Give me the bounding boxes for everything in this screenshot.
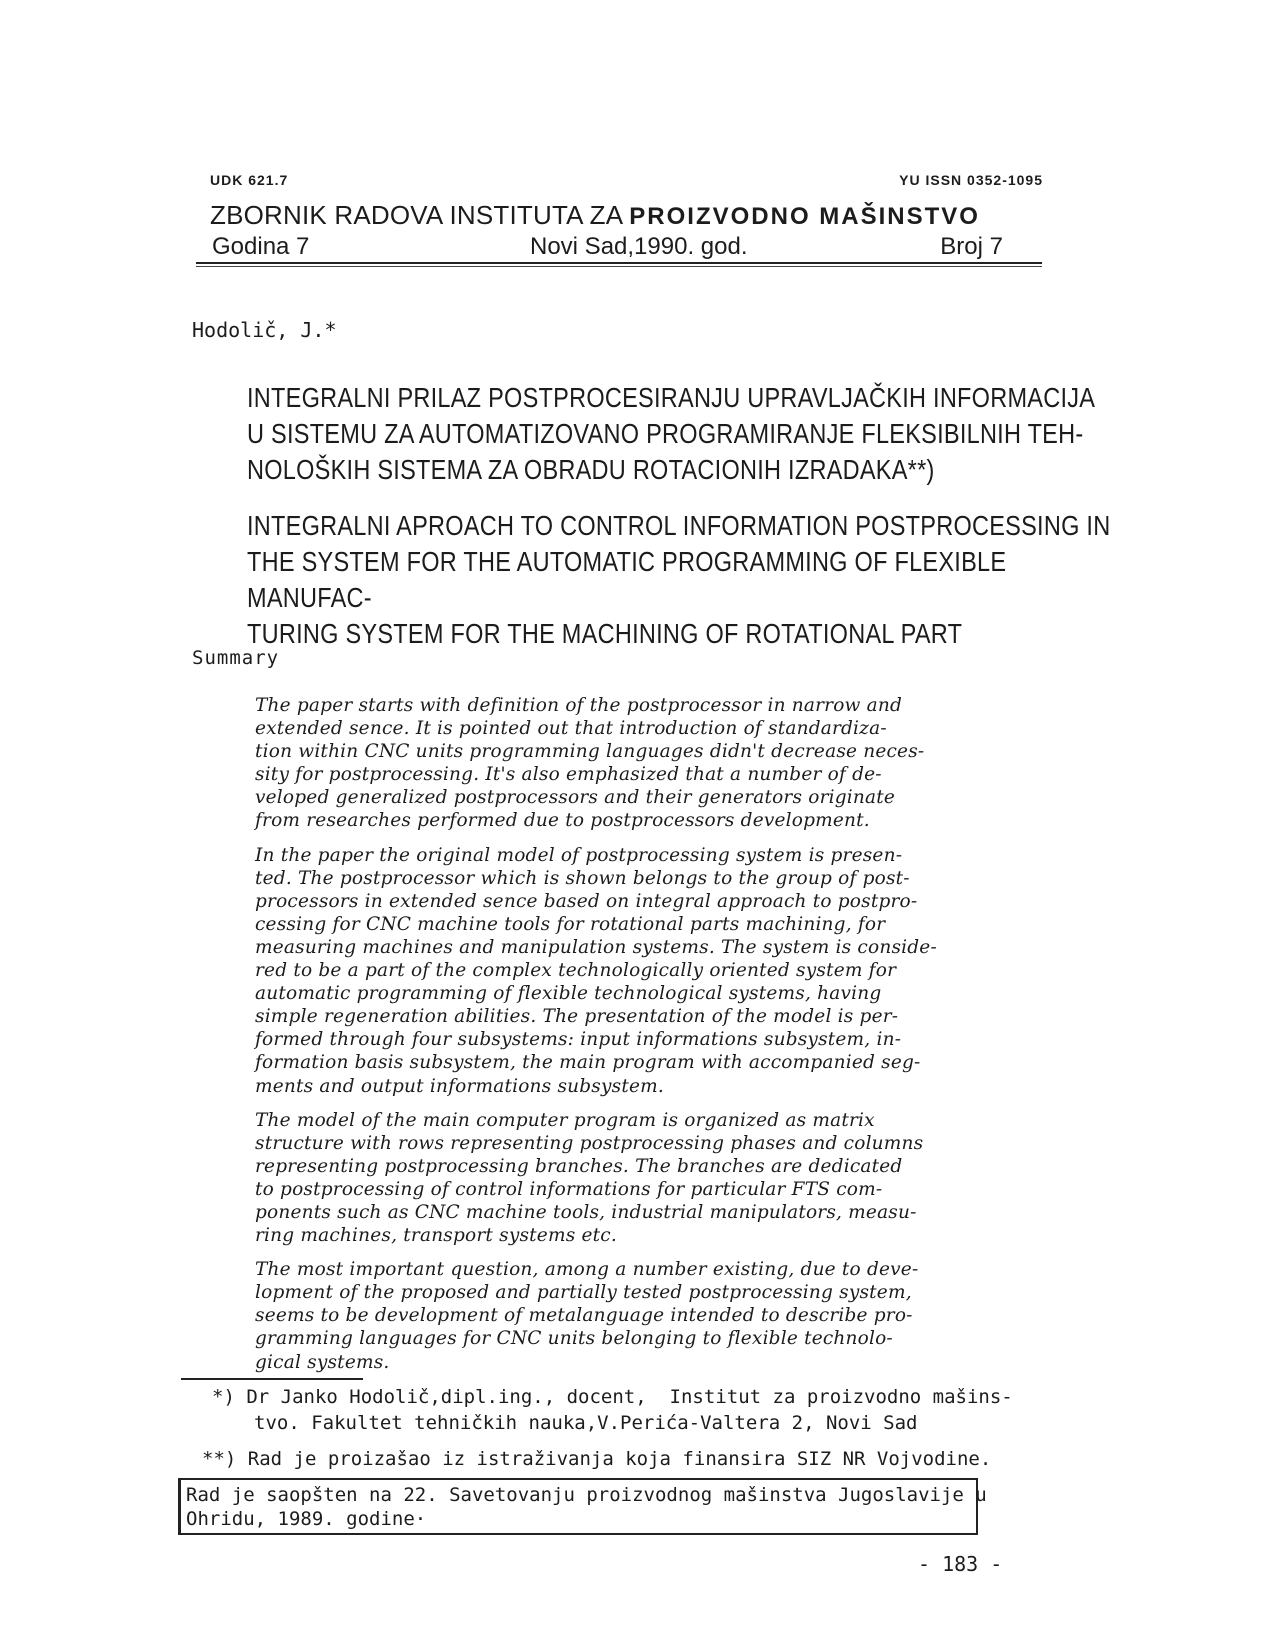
conference-note-line2: Ohridu, 1989. godine· bbox=[186, 1508, 427, 1530]
abstract bbox=[255, 694, 1045, 1385]
footnote-funding: **) Rad je proizašao iz istraživanja koja finansira SIZ NR Vojvodine. bbox=[202, 1448, 992, 1470]
footnote-rule bbox=[181, 1378, 363, 1380]
udk-code: UDK 621.7 bbox=[210, 172, 289, 188]
abstract-paragraph: The model of the main computer program is organized as matrix structure with rows representing postprocessing phases and columns representing postprocessing branches. The branches are dedicated to postprocessing of control informations for particular FTS com- ponents such as CNC machine tools, industrial manipulators, measu- ring machines, transport systems etc. bbox=[255, 1109, 924, 1247]
journal-issue: Broj 7 bbox=[940, 233, 1003, 260]
title-serbian-text: INTEGRALNI PRILAZ POSTPROCESIRANJU UPRAVLJAČKIH INFORMACIJA U SISTEMU ZA AUTOMATIZOVANO PROGRAMIRANJE FLEKSIBILNIH TEH- NOLOŠKIH SISTEMA ZA OBRADU ROTACIONIH IZRADAKA**) bbox=[247, 382, 1096, 485]
conference-note-line1: Rad je saopšten na 22. Savetovanju proizvodnog mašinstva Jugoslavije u bbox=[186, 1484, 987, 1506]
journal-place-date: Novi Sad,1990. god. bbox=[530, 233, 748, 260]
journal-title-regular: ZBORNIK RADOVA INSTITUTA ZA bbox=[210, 200, 622, 230]
abstract-paragraph: The paper starts with definition of the postprocessor in narrow and extended sence. It is pointed out that introduction of standardiza- tion within CNC units programming languages didn't decrease neces- sity for postprocessing. It's also emphasized that a number of de- veloped generalized postprocessors and their generators originate from researches performed due to postprocessors development. bbox=[255, 695, 925, 832]
author: Hodolič, J.* bbox=[192, 318, 337, 342]
journal-title-bold: PROIZVODNO MAŠINSTVO bbox=[629, 203, 980, 230]
journal-title bbox=[210, 200, 980, 231]
title-english-text: INTEGRALNI APROACH TO CONTROL INFORMATION POSTPROCESSING IN THE SYSTEM FOR THE AUTOMATIC PROGRAMMING OF FLEXIBLE MANUFAC- TURING SYSTEM FOR THE MACHINING OF ROTATIONAL PART bbox=[247, 510, 1111, 649]
page-number: - 183 - bbox=[918, 1552, 1003, 1576]
abstract-paragraph: The most important question, among a number existing, due to deve- lopment of the proposed and partially tested postprocessing system, seems to be development of metalanguage intended to describe pro- gramming languages for CNC units belonging to flexible technolo- gical systems. bbox=[255, 1259, 919, 1373]
summary-heading: Summary bbox=[192, 647, 280, 669]
abstract-paragraph: In the paper the original model of postprocessing system is presen- ted. The postprocessor which is shown belongs to the group of post- processors in extended sence based on integral approach to postpro- cessing for CNC machine tools for rotational parts machining, for measuring machines and manipulation systems. The system is conside- red to be a part of the complex technologically oriented system for automatic programming of flexible technological systems, having simple regeneration abilities. The presentation of the model is per- formed through four subsystems: input informations subsystem, in- formation basis subsystem, the main program with accompanied seg- ments and output informations subsystem. bbox=[255, 844, 937, 1097]
title-serbian bbox=[247, 380, 1095, 488]
title-english bbox=[247, 508, 1111, 652]
masthead-rule-thin bbox=[196, 266, 1042, 267]
footnote-author-line1: *) Dr Janko Hodolič,dipl.ing., docent, Institut za proizvodno mašins- bbox=[212, 1386, 1013, 1408]
journal-year: Godina 7 bbox=[212, 233, 310, 260]
footnote-author-line2: tvo. Fakultet tehničkih nauka,V.Perića-Valtera 2, Novi Sad bbox=[254, 1412, 918, 1434]
masthead-rule bbox=[196, 262, 1042, 264]
issn-code: YU ISSN 0352-1095 bbox=[899, 172, 1043, 188]
